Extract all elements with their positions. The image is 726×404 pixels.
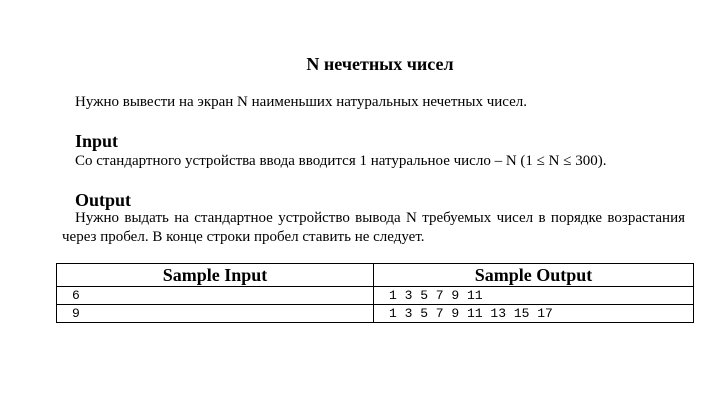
sample-input-cell: 6 (57, 287, 374, 305)
problem-statement: Нужно вывести на экран N наименьших натуральных нечетных чисел. (75, 94, 528, 110)
table-row (57, 287, 694, 305)
samples-header-row (57, 264, 694, 287)
samples-table (56, 263, 694, 323)
sample-output-header: Sample Output (374, 264, 694, 287)
sample-input-header: Sample Input (57, 264, 374, 287)
output-description: Нужно выдать на стандартное устройство вывода N требуемых чисел в порядке возрастания через пробел. В конце строки пробел ставить не следует. (62, 210, 685, 245)
sample-output-cell: 1 3 5 7 9 11 13 15 17 (374, 305, 694, 323)
sample-input-cell: 9 (57, 305, 374, 323)
output-heading: Output (75, 190, 132, 210)
sample-output-cell: 1 3 5 7 9 11 (374, 287, 694, 305)
problem-title: N нечетных чисел (306, 54, 454, 74)
table-row (57, 305, 694, 323)
input-heading: Input (75, 131, 119, 151)
input-description: Со стандартного устройства ввода вводится 1 натуральное число – N (1 ≤ N ≤ 300). (75, 153, 607, 169)
